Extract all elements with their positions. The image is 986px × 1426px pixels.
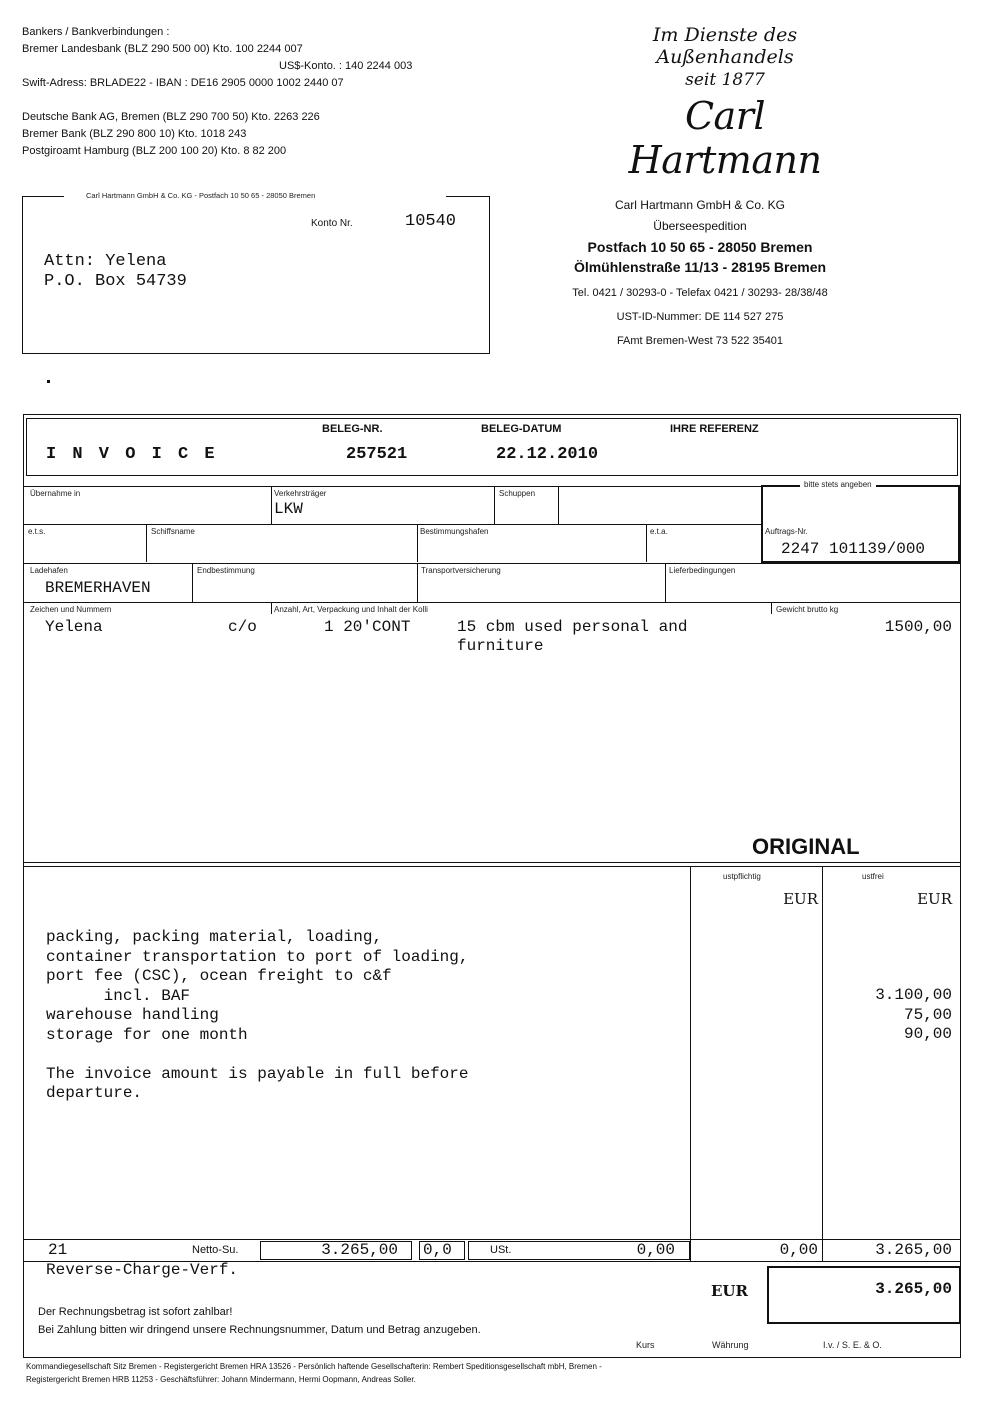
ust-label: USt.	[490, 1244, 512, 1256]
ets-label: e.t.s.	[28, 527, 46, 536]
charge-amount: 90,00	[903, 1025, 952, 1043]
charge-line: packing, packing material, loading,	[46, 928, 383, 946]
bank-line: Deutsche Bank AG, Bremen (BLZ 290 700 50) Kto. 2263 226	[22, 111, 320, 123]
iv-label: I.v. / S. E. & O.	[823, 1340, 882, 1350]
ladehafen-label: Ladehafen	[30, 566, 68, 575]
beleg-nr-value: 257521	[346, 445, 408, 464]
beleg-datum-label: BELEG-DATUM	[481, 423, 562, 435]
company-address	[535, 195, 865, 353]
uebernahme-label: Übernahme in	[30, 489, 81, 498]
transportversicherung-label: Transportversicherung	[421, 566, 501, 575]
recipient-address: P.O. Box 54739	[44, 272, 187, 291]
charge-line: port fee (CSC), ocean freight to c&f	[46, 967, 392, 985]
charge-line: warehouse handling	[46, 1006, 219, 1024]
bank-details	[22, 24, 462, 160]
auftrags-label: Auftrags-Nr.	[765, 527, 808, 536]
company-postfach: Postfach 10 50 65 - 28050 Bremen	[587, 239, 813, 255]
bank-line: Postgiroamt Hamburg (BLZ 200 100 20) Kto. 8 82 200	[22, 145, 287, 157]
zeichen-label: Zeichen und Nummern	[30, 605, 112, 614]
reverse-charge-note: Reverse-Charge-Verf.	[46, 1261, 239, 1279]
bank-line: Bremer Bank (BLZ 290 800 10) Kto. 1018 243	[22, 128, 247, 140]
anzahl-label: Anzahl, Art, Verpackung und Inhalt der Kolli	[274, 605, 428, 614]
recipient-name: Attn: Yelena	[44, 252, 167, 271]
company-sub: Überseespedition	[653, 219, 747, 233]
beleg-nr-label: BELEG-NR.	[322, 423, 383, 435]
ladehafen-value: BREMERHAVEN	[45, 579, 151, 597]
ustfrei-total: 3.265,00	[875, 1241, 952, 1259]
charge-line: incl. BAF	[46, 986, 191, 1005]
company-ust: UST-ID-Nummer: DE 114 527 275	[616, 311, 784, 323]
company-famt: FAmt Bremen-West 73 522 35401	[616, 335, 784, 347]
schuppen-label: Schuppen	[499, 489, 536, 498]
auftrags-value: 2247 101139/000	[781, 540, 926, 558]
legal-footer	[26, 1360, 966, 1386]
schiffsname-label: Schiffsname	[151, 527, 195, 536]
company-street: Ölmühlenstraße 11/13 - 28195 Bremen	[573, 259, 827, 275]
ustfrei-label: ustfrei	[862, 872, 884, 881]
tax-code: 21	[48, 1241, 68, 1259]
grand-total-value: 3.265,00	[875, 1280, 952, 1298]
company-logo	[585, 24, 865, 182]
bank-line: Bremer Landesbank (BLZ 290 500 00) Kto. 100 2244 007	[22, 43, 303, 55]
gewicht-label: Gewicht brutto kg	[776, 605, 839, 614]
charge-line: container transportation to port of loading,	[46, 947, 469, 966]
tax-rate: 0,0	[423, 1241, 452, 1259]
endbestimmung-label: Endbestimmung	[197, 566, 255, 575]
ustpflichtig-total: 0,00	[779, 1241, 818, 1259]
verkehrstraeger-value: LKW	[274, 500, 303, 518]
inhalt-line: 15 cbm used personal and	[457, 618, 688, 636]
kurs-label: Kurs	[636, 1340, 655, 1350]
charges-amounts	[830, 986, 952, 1045]
lieferbedingungen-label: Lieferbedingungen	[669, 566, 736, 575]
ust-value: 0,00	[636, 1241, 675, 1259]
charge-line: storage for one month	[46, 1025, 248, 1044]
netto-value: 3.265,00	[321, 1241, 398, 1259]
footer-line: Kommandiegesellschaft Sitz Bremen - Registergericht Bremen HRA 13526 - Persönlich haftende Gesellschafterin: Rembert Speditionsgesellschaft mbH, Bremen -	[26, 1362, 602, 1371]
konto-label: Konto Nr.	[311, 218, 353, 229]
waehrung-label: Währung	[712, 1340, 749, 1350]
charge-amount: 3.100,00	[875, 986, 952, 1004]
currency-ustfrei: EUR	[917, 890, 952, 908]
gewicht-value: 1500,00	[884, 618, 952, 636]
charge-amount: 75,00	[903, 1005, 952, 1024]
zeichen-value: Yelena	[45, 618, 103, 636]
netto-label: Netto-Su.	[192, 1244, 239, 1256]
original-stamp: ORIGINAL	[752, 834, 860, 859]
invoice-title: I N V O I C E	[46, 445, 218, 464]
footer-line: Registergericht Bremen HRB 11253 - Geschäftsführer: Johann Mindermann, Hermi Oopmann, Andreas Soller.	[26, 1375, 416, 1384]
konto-value: 10540	[405, 212, 457, 231]
verkehrstraeger-label: Verkehrsträger	[274, 489, 327, 498]
payable-note: Der Rechnungsbetrag ist sofort zahlbar!	[38, 1306, 233, 1318]
payment-note: The invoice amount is payable in full before	[46, 1064, 469, 1083]
payment-note: departure.	[46, 1084, 143, 1102]
bank-line: US$-Konto. : 140 2244 003	[279, 60, 413, 72]
logo-name: Carl Hartmann	[628, 94, 822, 182]
company-tel: Tel. 0421 / 30293-0 - Telefax 0421 / 30293- 28/38/48	[572, 287, 828, 299]
bestimmungshafen-label: Bestimmungshafen	[420, 527, 489, 536]
charges-description	[46, 928, 468, 1104]
eta-label: e.t.a.	[650, 527, 668, 536]
company-name: Carl Hartmann GmbH & Co. KG	[614, 198, 786, 212]
logo-tagline: Im Dienste des Außenhandels	[652, 24, 798, 68]
bank-line: Bankers / Bankverbindungen :	[22, 26, 170, 38]
anzahl-value: 1 20'CONT	[324, 618, 411, 636]
logo-since: seit 1877	[685, 70, 765, 90]
referenz-label: IHRE REFERENZ	[670, 423, 759, 435]
grand-total-currency: EUR	[711, 1282, 748, 1300]
bank-line: Swift-Adress: BRLADE22 - IBAN : DE16 2905 0000 1002 2440 07	[22, 77, 344, 89]
sender-line: Carl Hartmann GmbH & Co. KG - Postfach 10 50 65 - 28050 Bremen	[86, 191, 316, 200]
bitte-label: bitte stets angeben	[800, 480, 876, 489]
dot-mark	[47, 380, 50, 383]
inhalt-line: furniture	[457, 637, 544, 655]
ustpflichtig-label: ustpflichtig	[723, 872, 761, 881]
beleg-datum-value: 22.12.2010	[496, 445, 599, 464]
payment-instructions: Bei Zahlung bitten wir dringend unsere Rechnungsnummer, Datum und Betrag anzugeben.	[38, 1324, 481, 1336]
zeichen-co: c/o	[228, 618, 257, 636]
currency-ustpflichtig: EUR	[783, 890, 818, 908]
